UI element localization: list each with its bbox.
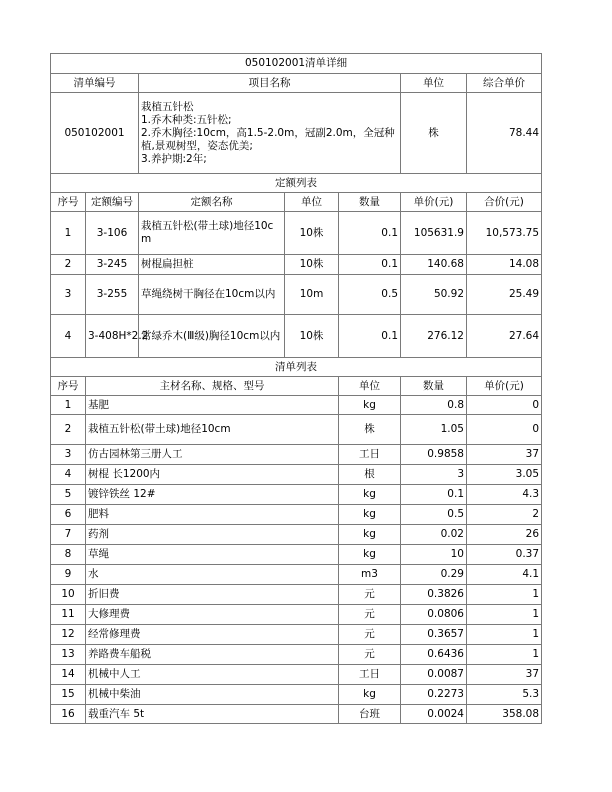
item-desc-line: 3.养护期:2年; [141,152,207,165]
material-unit: kg [339,396,401,415]
quota-name: 草绳绕树干胸径在10cm以内 [139,275,285,315]
quota-row [51,212,542,255]
material-row [51,665,542,685]
material-qty: 0.9858 [401,445,467,465]
material-row [51,585,542,605]
material-price: 358.08 [467,705,542,724]
material-price: 1 [467,605,542,625]
material-unit: 台班 [339,705,401,724]
material-price: 1 [467,645,542,665]
unit-header: 单位 [401,74,467,93]
quota-header-total: 合价(元) [467,193,542,212]
material-qty: 0.0806 [401,605,467,625]
material-name: 载重汽车 5t [86,705,339,724]
material-no: 1 [51,396,86,415]
material-unit: kg [339,505,401,525]
material-unit: 株 [339,415,401,445]
quota-header-code: 定额编号 [86,193,139,212]
materials-body [51,396,542,724]
name-header: 项目名称 [139,74,401,93]
material-price: 0.37 [467,545,542,565]
material-price: 37 [467,665,542,685]
quota-no: 3 [51,275,86,315]
quota-header-name: 定额名称 [139,193,285,212]
quota-unit: 10株 [285,315,339,358]
material-no: 7 [51,525,86,545]
material-qty: 0.8 [401,396,467,415]
material-row [51,485,542,505]
material-qty: 0.6436 [401,645,467,665]
materials-header-unit: 单位 [339,377,401,396]
material-unit: m3 [339,565,401,585]
quota-qty: 0.1 [339,212,401,255]
quota-code: 3-255 [86,275,139,315]
material-name: 机械中人工 [86,665,339,685]
item-code: 050102001 [51,93,139,174]
quota-price: 276.12 [401,315,467,358]
material-no: 3 [51,445,86,465]
material-row [51,505,542,525]
material-name: 药剂 [86,525,339,545]
item-desc-line: 栽植五针松 [141,100,194,113]
quota-qty: 0.1 [339,255,401,275]
material-unit: 元 [339,605,401,625]
material-qty: 0.0024 [401,705,467,724]
material-unit: kg [339,685,401,705]
material-unit: 元 [339,585,401,605]
material-unit: 元 [339,625,401,645]
quota-header-price: 单价(元) [401,193,467,212]
material-no: 2 [51,415,86,445]
material-price: 1 [467,625,542,645]
material-qty: 0.3826 [401,585,467,605]
quota-row [51,255,542,275]
quota-total: 27.64 [467,315,542,358]
material-price: 37 [467,445,542,465]
item-desc-line: 2.乔木胸径:10cm，高1.5-2.0m，冠副2.0m，全冠种植,景观树型，姿态优美; [141,126,395,152]
material-price: 4.1 [467,565,542,585]
material-name: 栽植五针松(带土球)地径10cm [86,415,339,445]
material-no: 13 [51,645,86,665]
quota-code: 3-245 [86,255,139,275]
materials-header-qty: 数量 [401,377,467,396]
quota-name: 常绿乔木(Ⅲ级)胸径10cm以内 [139,315,285,358]
material-no: 5 [51,485,86,505]
item-desc-line: 1.乔木种类:五针松; [141,113,232,126]
quota-header-qty: 数量 [339,193,401,212]
material-price: 4.3 [467,485,542,505]
material-no: 4 [51,465,86,485]
material-row [51,445,542,465]
quota-row [51,315,542,358]
quota-header-unit: 单位 [285,193,339,212]
quota-price: 105631.9 [401,212,467,255]
sheet-title: 050102001清单详细 [51,54,542,74]
material-name: 镀锌铁丝 12# [86,485,339,505]
quota-name: 栽植五针松(带土球)地径10cm [139,212,285,255]
material-qty: 0.3657 [401,625,467,645]
code-header: 清单编号 [51,74,139,93]
materials-section-title: 清单列表 [51,358,542,377]
price-header: 综合单价 [467,74,542,93]
materials-header-no: 序号 [51,377,86,396]
material-name: 肥料 [86,505,339,525]
material-qty: 0.5 [401,505,467,525]
material-no: 11 [51,605,86,625]
quota-code: 3-106 [86,212,139,255]
quota-qty: 0.5 [339,275,401,315]
material-row [51,465,542,485]
quota-no: 2 [51,255,86,275]
material-qty: 0.2273 [401,685,467,705]
quota-row [51,275,542,315]
material-name: 养路费车船税 [86,645,339,665]
item-price: 78.44 [467,93,542,174]
bill-detail-table [50,53,542,724]
quota-total: 14.08 [467,255,542,275]
material-name: 经常修理费 [86,625,339,645]
material-qty: 10 [401,545,467,565]
quota-code: 3-408H*2.2 [86,315,139,358]
material-qty: 1.05 [401,415,467,445]
quota-unit: 10株 [285,255,339,275]
material-name: 草绳 [86,545,339,565]
material-no: 6 [51,505,86,525]
quota-total: 25.49 [467,275,542,315]
material-row [51,545,542,565]
materials-header-name: 主材名称、规格、型号 [86,377,339,396]
material-row [51,705,542,724]
quota-unit: 10株 [285,212,339,255]
material-row [51,625,542,645]
item-unit: 株 [401,93,467,174]
quota-price: 50.92 [401,275,467,315]
material-name: 大修理费 [86,605,339,625]
quota-total: 10,573.75 [467,212,542,255]
material-row [51,605,542,625]
material-row [51,645,542,665]
quota-header-no: 序号 [51,193,86,212]
material-name: 折旧费 [86,585,339,605]
material-unit: 工日 [339,665,401,685]
material-unit: 元 [339,645,401,665]
material-qty: 0.1 [401,485,467,505]
material-name: 机械中柴油 [86,685,339,705]
material-unit: 工日 [339,445,401,465]
material-no: 10 [51,585,86,605]
quota-name: 树棍扁担桩 [139,255,285,275]
material-name: 仿古园林第三册人工 [86,445,339,465]
material-row [51,525,542,545]
material-unit: kg [339,545,401,565]
material-name: 树棍 长1200内 [86,465,339,485]
material-no: 12 [51,625,86,645]
material-name: 水 [86,565,339,585]
material-unit: kg [339,485,401,505]
material-no: 14 [51,665,86,685]
material-qty: 0.29 [401,565,467,585]
materials-header-price: 单价(元) [467,377,542,396]
material-price: 1 [467,585,542,605]
quota-no: 1 [51,212,86,255]
material-row [51,565,542,585]
item-description [139,93,401,174]
material-price: 2 [467,505,542,525]
material-unit: 根 [339,465,401,485]
material-unit: kg [339,525,401,545]
quota-no: 4 [51,315,86,358]
material-row [51,685,542,705]
material-price: 3.05 [467,465,542,485]
quota-qty: 0.1 [339,315,401,358]
quota-unit: 10m [285,275,339,315]
material-qty: 3 [401,465,467,485]
quota-price: 140.68 [401,255,467,275]
material-no: 15 [51,685,86,705]
material-no: 9 [51,565,86,585]
material-price: 26 [467,525,542,545]
material-row [51,396,542,415]
material-name: 基肥 [86,396,339,415]
material-no: 8 [51,545,86,565]
material-qty: 0.0087 [401,665,467,685]
material-qty: 0.02 [401,525,467,545]
quota-section-title: 定额列表 [51,174,542,193]
material-price: 0 [467,415,542,445]
material-price: 5.3 [467,685,542,705]
material-price: 0 [467,396,542,415]
material-row [51,415,542,445]
material-no: 16 [51,705,86,724]
